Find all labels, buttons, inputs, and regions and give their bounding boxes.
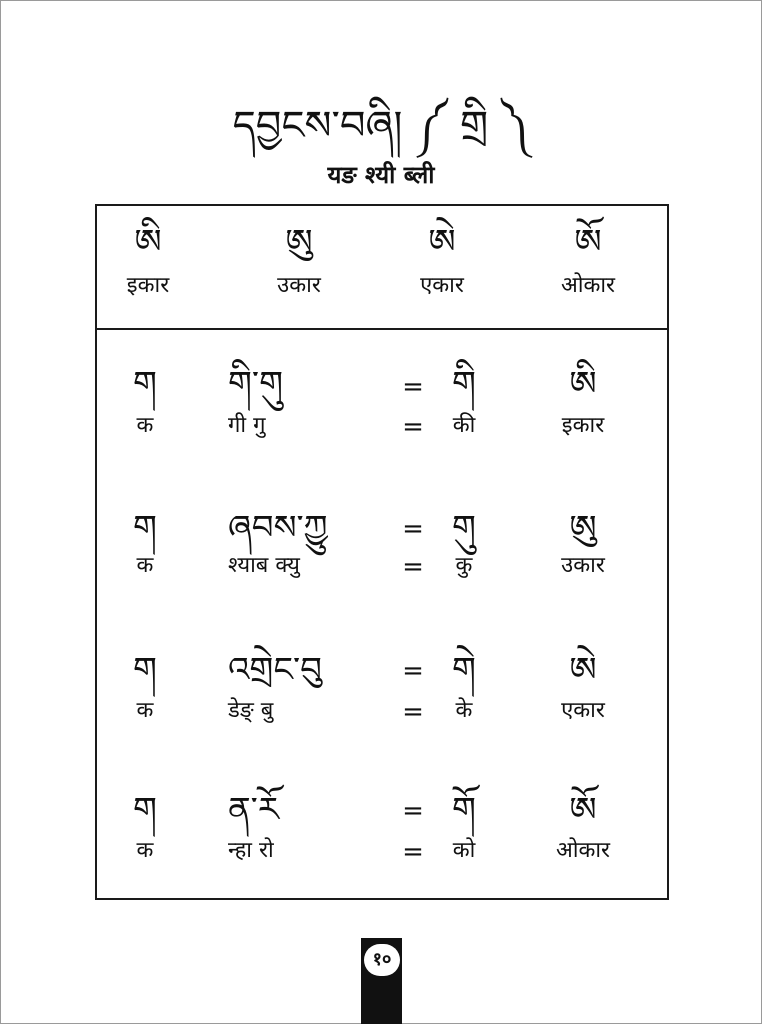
row-4-letter-devanagari: क (136, 838, 154, 863)
header-vowel-label-u: उकार (277, 273, 321, 298)
row-1-vowel-devanagari: इकार (561, 413, 605, 438)
row-1-result-devanagari: की (452, 413, 476, 438)
row-3-word-devanagari: डेङ् बु (228, 698, 274, 723)
row-2-word-devanagari: श्याब क्यु (228, 553, 300, 578)
row-4-vowel-tibetan: ཨོ (569, 790, 597, 830)
page-number: १० (364, 944, 400, 976)
row-2-equals-devanagari: = (402, 552, 424, 582)
row-3-equals-devanagari: = (402, 697, 424, 727)
row-3-vowel-tibetan: ཨེ (569, 650, 597, 690)
header-vowel-tibetan-i: ཨི (134, 222, 162, 262)
header-vowel-tibetan-o: ཨོ (574, 222, 602, 262)
row-1-equals-tibetan: = (402, 372, 424, 402)
page-title-tibetan: དབྱངས་བཞི། ༼ གྲི ༽ (232, 103, 530, 149)
page-title-hindi: यङ श्यी ब्ली (327, 161, 435, 189)
row-2-vowel-tibetan: ཨུ (569, 508, 597, 548)
row-4-vowel-devanagari: ओकार (555, 838, 611, 863)
row-2-word-tibetan: ཞབས་ཀྱུ (228, 508, 328, 548)
header-vowel-tibetan-e: ཨེ (428, 222, 456, 262)
row-2-vowel-devanagari: उकार (561, 553, 605, 578)
row-3-letter-devanagari: क (136, 698, 154, 723)
row-1-equals-devanagari: = (402, 412, 424, 442)
row-2-letter-tibetan: ག (133, 508, 157, 548)
row-3-equals-tibetan: = (402, 656, 424, 686)
row-4-equals-devanagari: = (402, 837, 424, 867)
row-4-letter-tibetan: ག (133, 790, 157, 830)
row-2-result-devanagari: कु (455, 553, 473, 578)
row-4-word-devanagari: न्हा रो (228, 838, 274, 863)
header-vowel-label-o: ओकार (560, 273, 616, 298)
row-4-result-devanagari: को (452, 838, 476, 863)
row-1-result-tibetan: གི (452, 364, 476, 404)
header-vowel-label-e: एकार (420, 273, 464, 298)
row-1-letter-devanagari: क (136, 413, 154, 438)
row-4-result-tibetan: གོ (452, 790, 476, 830)
row-3-result-devanagari: के (455, 698, 473, 723)
row-1-letter-tibetan: ག (133, 364, 157, 404)
row-2-equals-tibetan: = (402, 514, 424, 544)
row-4-word-tibetan: ན་རོ (228, 790, 279, 830)
row-1-word-tibetan: གི་གུ (228, 364, 284, 404)
header-vowel-label-i: इकार (126, 273, 170, 298)
row-3-result-tibetan: གེ (452, 650, 476, 690)
row-4-equals-tibetan: = (402, 796, 424, 826)
header-divider (95, 328, 667, 330)
row-2-result-tibetan: གུ (452, 508, 476, 548)
row-3-vowel-devanagari: एकार (561, 698, 605, 723)
row-1-vowel-tibetan: ཨི (569, 364, 597, 404)
row-2-letter-devanagari: क (136, 553, 154, 578)
row-3-word-tibetan: འགྲེང་བུ (228, 650, 322, 690)
row-1-word-devanagari: गी गु (228, 413, 266, 438)
header-vowel-tibetan-u: ཨུ (285, 222, 313, 262)
row-3-letter-tibetan: ག (133, 650, 157, 690)
